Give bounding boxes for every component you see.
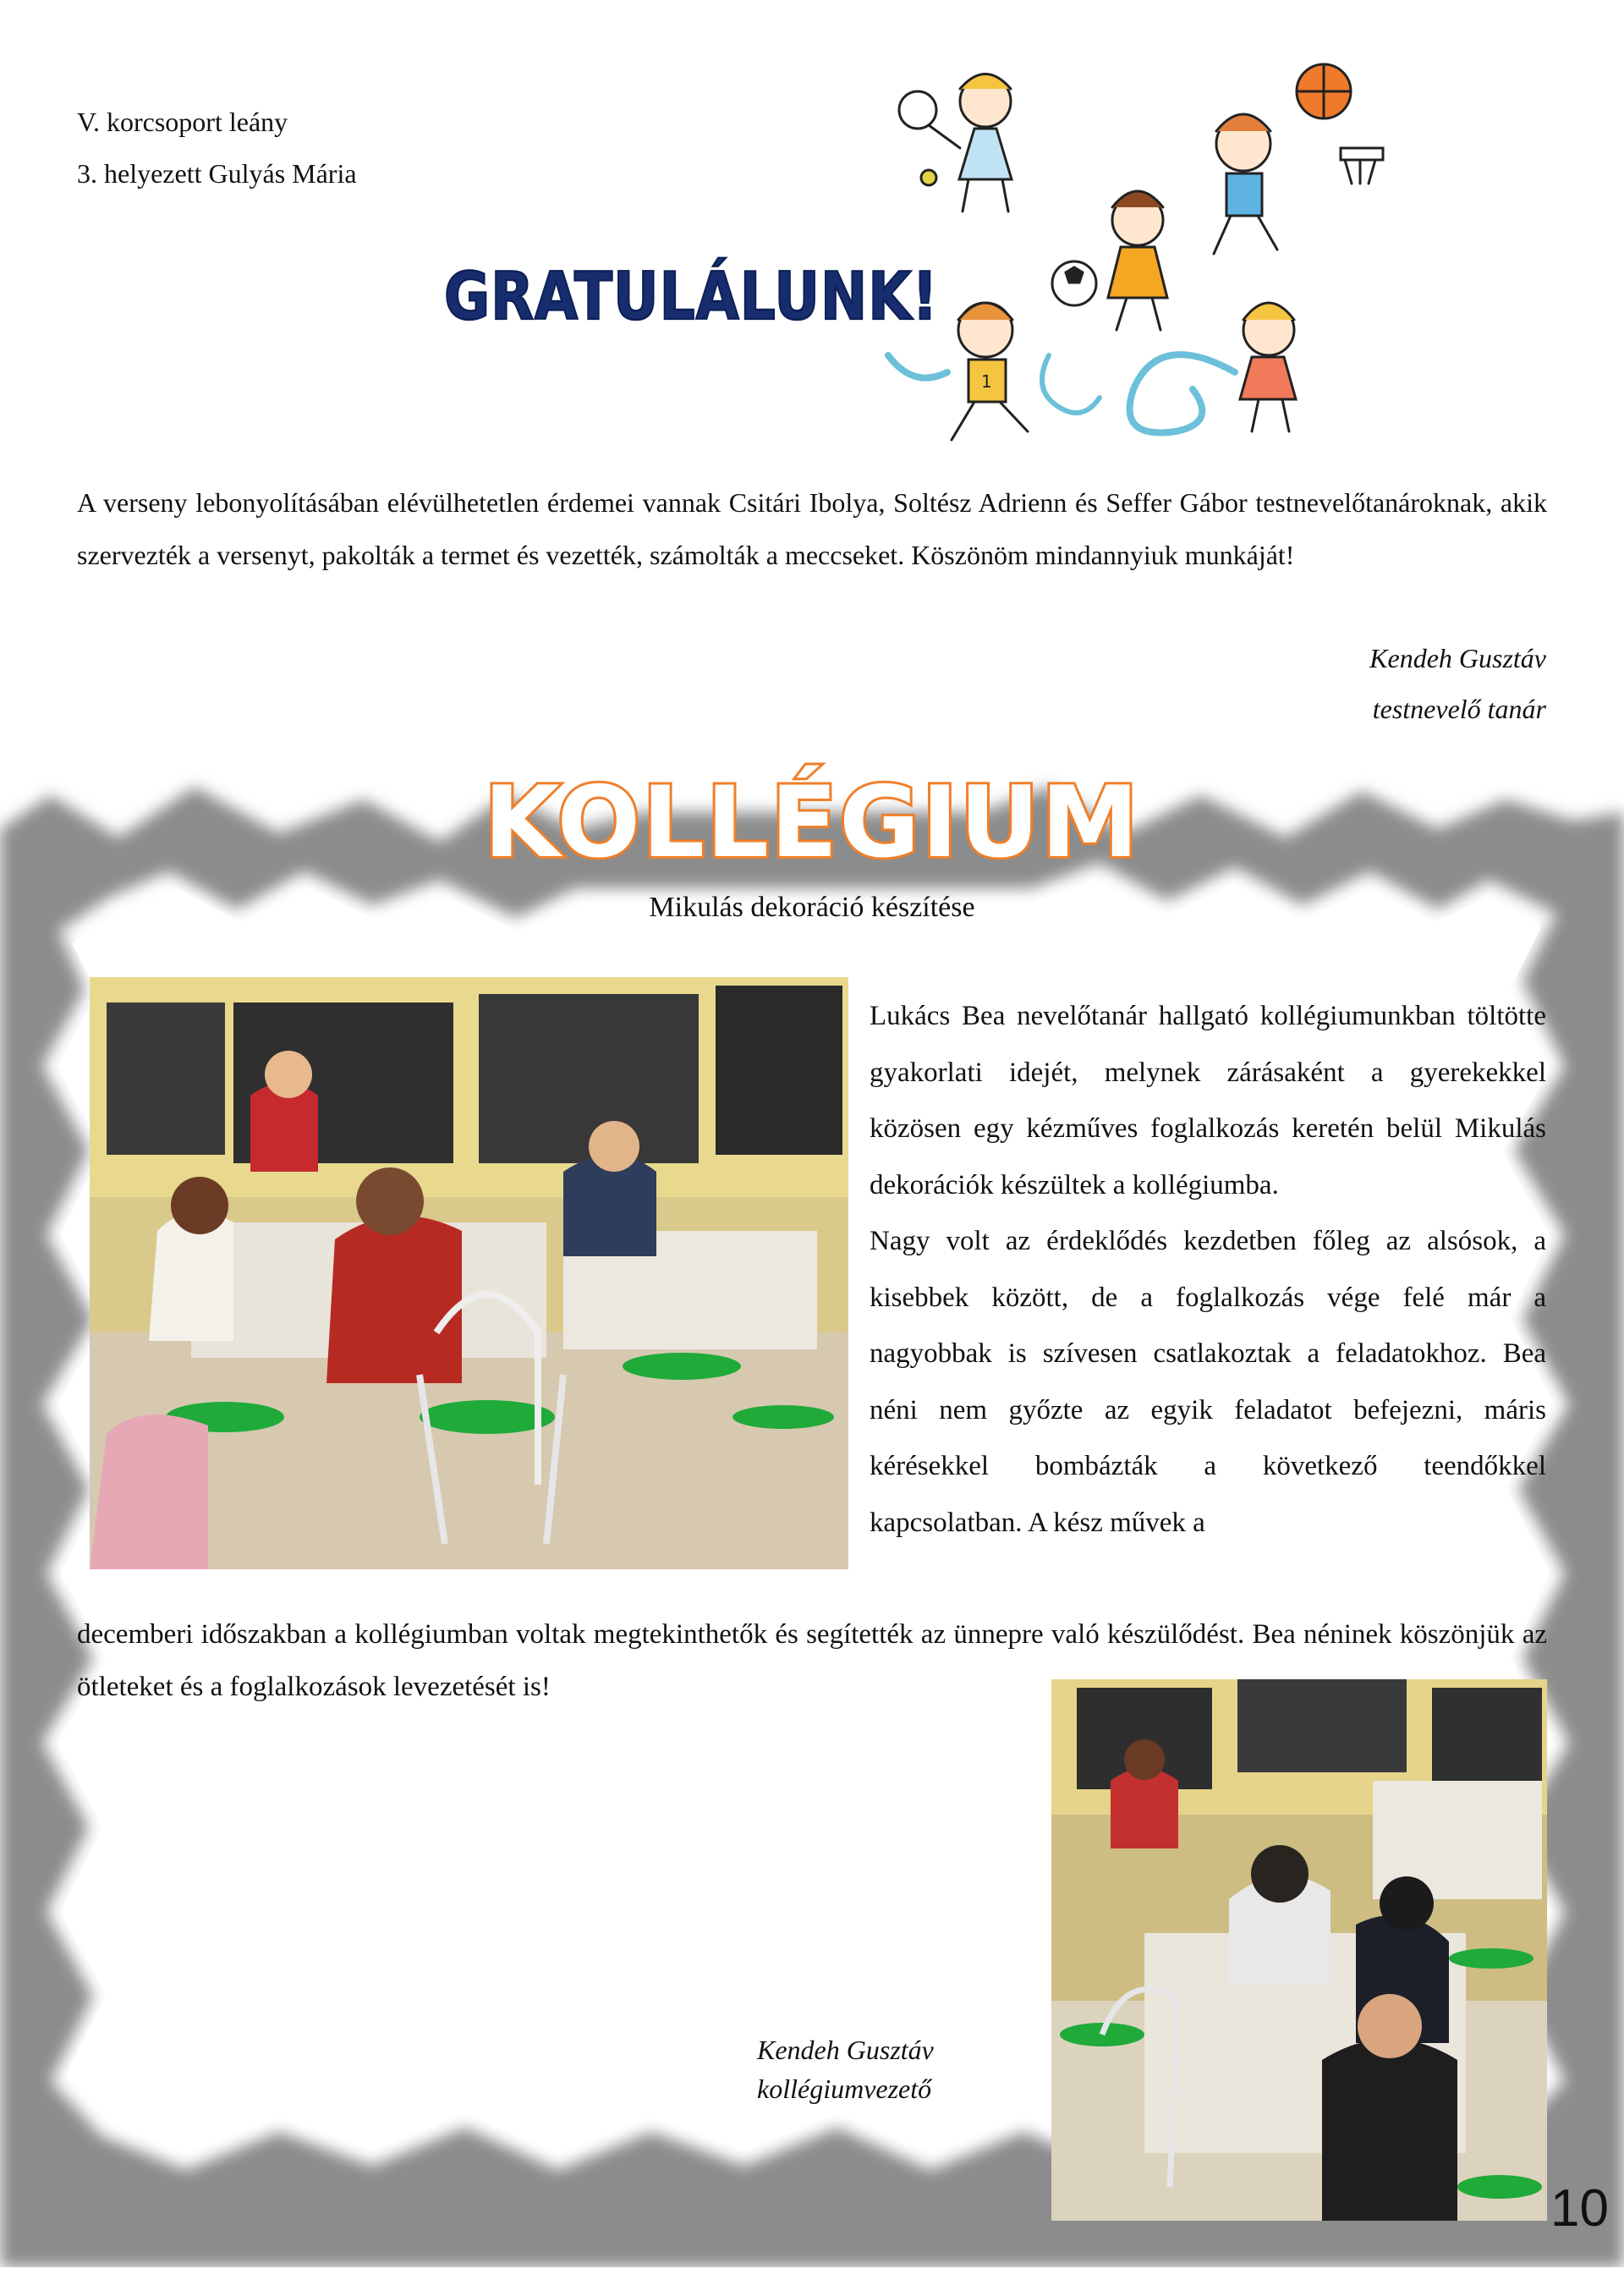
article-paragraph-3: decemberi időszakban a kollégiumban voltak megtekinthetők és segítették az ünnepre való készülődést. Bea néninek köszönjük az ötleteket és a foglalkozások levezetését is!	[77, 1619, 1547, 1702]
kollegium-heading: KOLLÉGIUM	[483, 766, 1141, 880]
organizers-paragraph: A verseny lebonyolításában elévülhetetlen érdemei vannak Csitári Ibolya, Soltész Adrienn és Seffer Gábor testnevelőtanároknak, akik szervezték a versenyt, pakolták a termet és vezették, számolták a meccseket. Köszönöm mindannyiuk munkáját!	[77, 487, 1547, 570]
placement-line: 3. helyezett Gulyás Mária	[77, 158, 357, 189]
article-paragraph-2: Nagy volt az érdeklődés kezdetben főleg az alsósok, a kisebbek között, de a foglalkozás vége felé már a nagyobbak is szívesen csatlakoztak a feladatokhoz. Bea néni nem győzte az egyik feladatot befejezni, máris kérésekkel bombázták a következő teendőkkel kapcsolatban. A kész művek a	[870, 1226, 1546, 1538]
svg-text:1: 1	[981, 371, 992, 392]
congrats-heading: GRATULÁLUNK!	[444, 258, 939, 335]
article-side-text	[870, 988, 1546, 1551]
signature-block-2	[757, 2030, 934, 2108]
crafting-photo-2	[1051, 1679, 1547, 2221]
kids-sports-illustration	[880, 51, 1404, 465]
category-line: V. korcsoport leány	[77, 107, 288, 137]
signature-role: testnevelő tanár	[1372, 694, 1546, 724]
signature-name: Kendeh Gusztáv	[757, 2035, 934, 2065]
crafting-photo-1	[90, 977, 848, 1569]
signature-role: kollégiumvezető	[757, 2074, 932, 2104]
article-subtitle: Mikulás dekoráció készítése	[649, 892, 975, 923]
page-number: 10	[1550, 2179, 1609, 2238]
signature-block-1	[1369, 633, 1546, 734]
signature-name: Kendeh Gusztáv	[1369, 643, 1546, 673]
article-paragraph-1: Lukács Bea nevelőtanár hallgató kollégiumunkban töltötte gyakorlati idejét, melynek zárásaként a gyerekekkel közösen egy kézműves foglalkozás keretén belül Mikulás dekorációk készültek a kollégiumba.	[870, 1001, 1546, 1200]
